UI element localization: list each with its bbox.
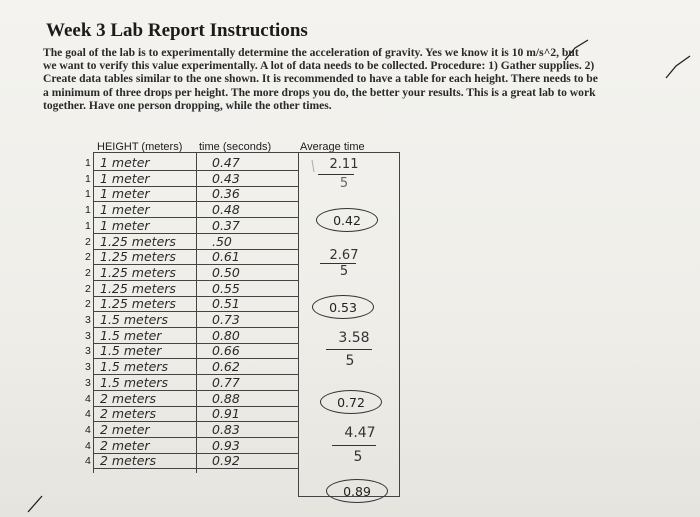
time-cell: 0.62 <box>212 359 240 375</box>
row-number: 4 <box>85 392 91 405</box>
average-result: 0.53 <box>312 295 374 319</box>
row-number: 1 <box>85 172 91 185</box>
row-number: 1 <box>85 219 91 232</box>
row-number: 3 <box>85 376 91 389</box>
height-cell: 2 meters <box>100 453 157 469</box>
time-cell: 0.73 <box>212 312 240 327</box>
header-average: Average time <box>300 141 365 153</box>
row-number: 4 <box>85 408 91 421</box>
row-number: 3 <box>85 329 91 342</box>
average-result: 0.42 <box>316 208 378 232</box>
paragraph-line: Create data tables similar to the one shown. It is recommended to have a table for each height. There needs to be <box>43 72 598 86</box>
time-cell: 0.37 <box>212 217 240 233</box>
height-cell: 1.25 meters <box>100 233 176 249</box>
average-sum: 2.67 <box>329 248 359 263</box>
height-cell: 1.25 meters <box>100 280 176 296</box>
time-cell: 0.55 <box>212 280 240 296</box>
height-cell: 1.5 meters <box>100 312 168 327</box>
row-number: 2 <box>85 282 91 295</box>
time-cell: .50 <box>212 233 232 249</box>
row-number: 4 <box>85 455 91 468</box>
header-time: time (seconds) <box>199 141 272 153</box>
row-number: 4 <box>85 439 91 452</box>
height-cell: 2 meters <box>100 406 157 422</box>
time-cell: 0.77 <box>212 374 240 390</box>
row-number: 3 <box>85 361 91 374</box>
height-cell: 1 meter <box>100 155 150 170</box>
row-number: 3 <box>85 314 91 326</box>
row-number: 2 <box>85 251 91 264</box>
pen-check-mark <box>565 40 588 60</box>
average-sum: 2.11 <box>329 157 359 172</box>
average-sum: 4.47 <box>344 425 376 441</box>
height-cell: 2 meters <box>100 390 157 406</box>
pen-check-mark <box>666 56 690 78</box>
average-divisor: 5 <box>345 353 355 369</box>
average-result: 0.89 <box>326 479 388 503</box>
row-number: 1 <box>85 188 91 201</box>
time-cell: 0.66 <box>212 343 240 359</box>
time-cell: 0.91 <box>212 406 240 422</box>
time-cell: 0.50 <box>212 264 240 280</box>
time-cell: 0.61 <box>212 249 240 265</box>
height-cell: 1.25 meters <box>100 296 176 312</box>
height-cell: 1 meter <box>100 202 150 218</box>
average-divisor: 5 <box>339 264 349 279</box>
time-cell: 0.51 <box>212 296 240 312</box>
row-number: 1 <box>85 157 91 169</box>
time-cell: 0.43 <box>212 170 240 186</box>
row-number: 4 <box>85 423 91 436</box>
average-divisor: 5 <box>353 449 363 465</box>
pen-stroke <box>28 496 42 512</box>
header-height: HEIGHT (meters) <box>97 141 183 153</box>
height-cell: 1 meter <box>100 217 150 233</box>
time-cell: 0.36 <box>212 186 240 202</box>
height-cell: 1.25 meters <box>100 264 176 280</box>
row-number: 2 <box>85 266 91 279</box>
pen-stroke <box>312 160 314 172</box>
paragraph-line: we want to verify this value experimentally. A lot of data needs to be collected. Procedure: 1) Gather supplies. 2) <box>43 59 595 73</box>
height-cell: 2 meter <box>100 421 150 437</box>
average-result: 0.72 <box>320 390 382 414</box>
time-cell: 0.47 <box>212 155 240 170</box>
time-cell: 0.92 <box>212 453 240 469</box>
page-title: Week 3 Lab Report Instructions <box>46 20 308 41</box>
height-cell: 1.5 meter <box>100 343 162 359</box>
time-cell: 0.83 <box>212 421 240 437</box>
height-cell: 1.25 meters <box>100 249 176 265</box>
row-number: 2 <box>85 298 91 311</box>
average-divisor: 5 <box>339 176 349 191</box>
paragraph-line: The goal of the lab is to experimentally determine the acceleration of gravity. Yes we know it is 10 m/s^2, but <box>43 46 579 59</box>
paragraph-line: a minimum of three drops per height. The more drops you do, the better your results. This is a great lab to work <box>43 85 596 99</box>
row-number: 3 <box>85 345 91 358</box>
height-cell: 1 meter <box>100 170 150 186</box>
time-cell: 0.93 <box>212 437 240 453</box>
height-cell: 1 meter <box>100 186 150 202</box>
row-number: 2 <box>85 235 91 248</box>
time-cell: 0.80 <box>212 327 240 343</box>
height-cell: 1.5 meter <box>100 327 162 343</box>
height-cell: 2 meter <box>100 437 150 453</box>
height-cell: 1.5 meters <box>100 374 168 390</box>
average-sum: 3.58 <box>338 330 370 346</box>
row-number: 1 <box>85 204 91 217</box>
time-cell: 0.88 <box>212 390 240 406</box>
paragraph-line: together. Have one person dropping, while the other times. <box>43 98 332 112</box>
height-cell: 1.5 meters <box>100 359 168 375</box>
time-cell: 0.48 <box>212 202 240 218</box>
